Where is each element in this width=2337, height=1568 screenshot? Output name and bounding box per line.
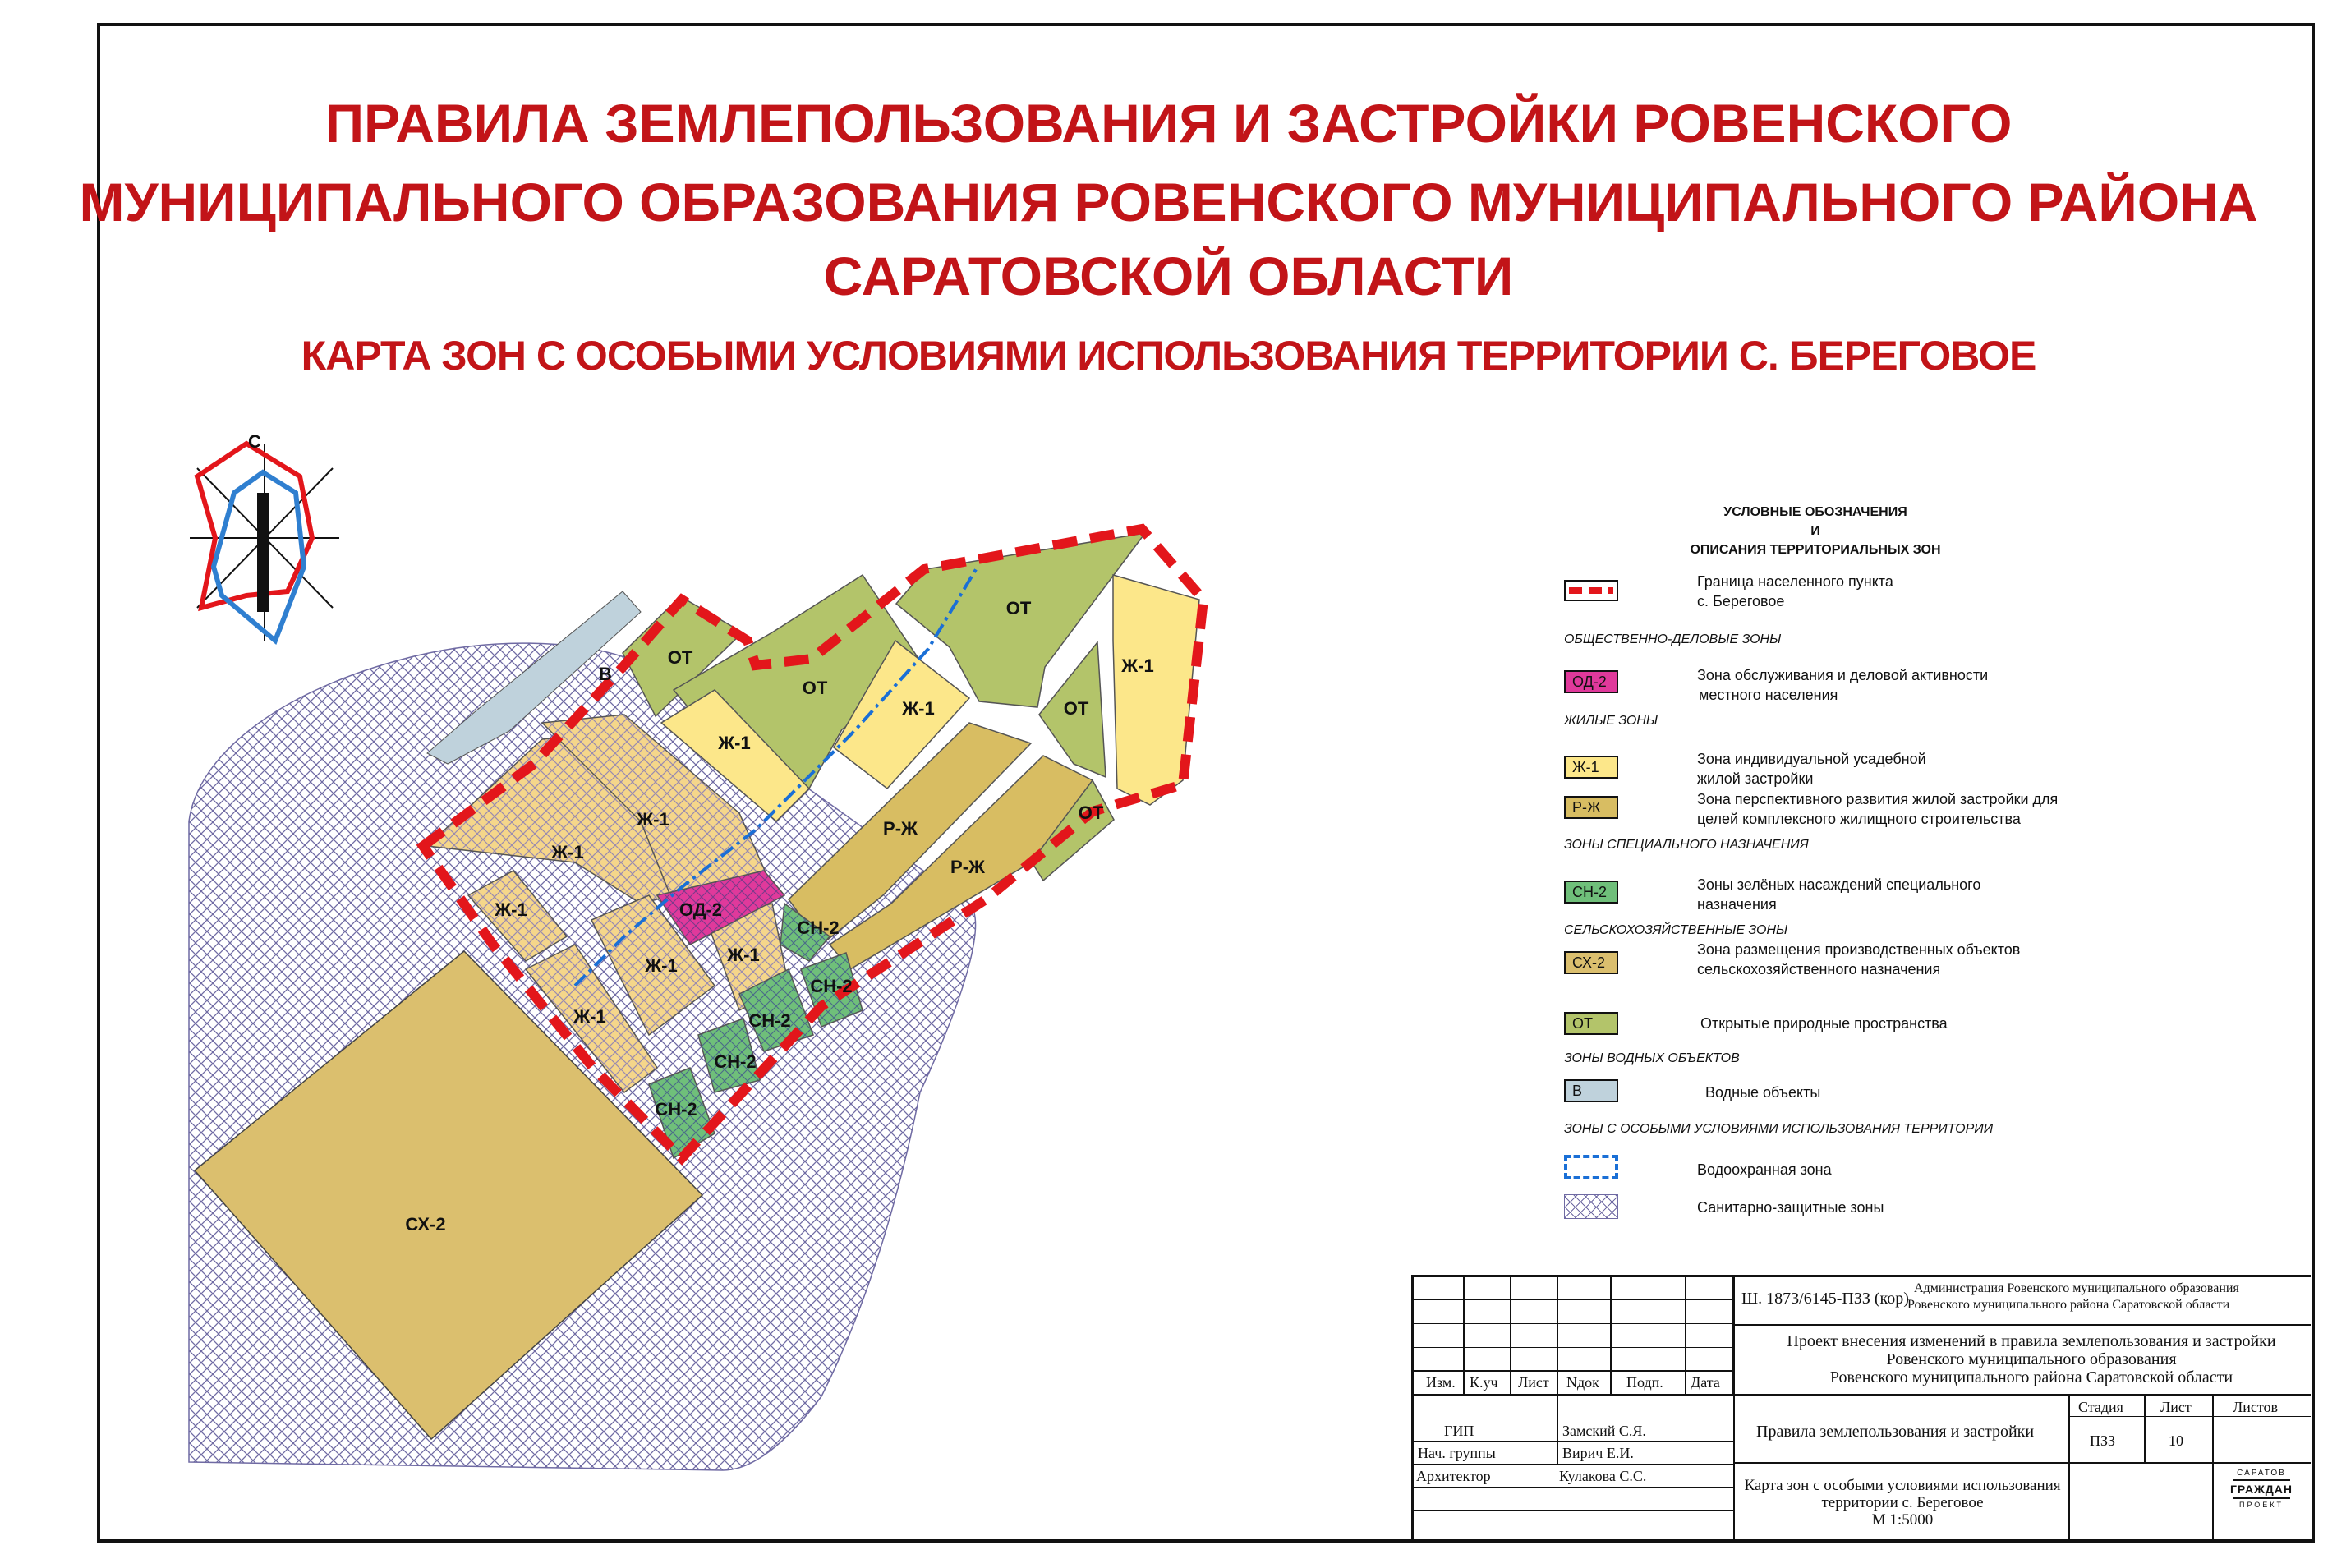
map-label-sn2d: СН-2 (714, 1051, 757, 1072)
map-label-zh1i: Ж-1 (573, 1006, 606, 1027)
map-label-zh1a: Ж-1 (718, 733, 751, 753)
legend-sanitary-text: Санитарно-защитные зоны (1697, 1199, 1884, 1216)
map-label-zh1h: Ж-1 (727, 945, 760, 965)
legend-zh1-line1: Зона индивидуальной усадебной (1697, 751, 1926, 767)
legend-v-swatch: В (1564, 1079, 1618, 1102)
legend-od2-text (1697, 665, 2083, 705)
legend-zh1-text (1697, 749, 2083, 789)
map-label-ot4: ОТ (1063, 698, 1089, 719)
map-label-sn2e: СН-2 (655, 1099, 697, 1120)
legend-ot-swatch: ОТ (1564, 1012, 1618, 1035)
legend-rzh-text (1697, 789, 2083, 829)
compass-north-label: С (248, 431, 261, 452)
map-label-zh1g: Ж-1 (645, 955, 678, 976)
stamp-project-line1: Проект внесения изменений в правила землепользования и застройки (1787, 1332, 2276, 1350)
stamp-admin-line1: Администрация Ровенского муниципального образования (1914, 1281, 2239, 1295)
map-label-zh1d: Ж-1 (637, 809, 669, 830)
stamp-header-list: Лист (2160, 1399, 2192, 1415)
stamp-header-stadia: Стадия (2078, 1399, 2123, 1415)
legend-sn2-text (1697, 875, 2083, 914)
map-label-sn2c: СН-2 (748, 1010, 791, 1031)
stamp-name-3: Кулакова С.С. (1559, 1468, 1647, 1484)
legend-skh2-line2: сельскохозяйственного назначения (1697, 961, 1941, 977)
legend-ot-text: Открытые природные пространства (1700, 1015, 1948, 1032)
legend-section-public: ОБЩЕСТВЕННО-ДЕЛОВЫЕ ЗОНЫ (1564, 632, 1782, 646)
map-label-skh2: СХ-2 (405, 1214, 446, 1235)
legend-section-agri: СЕЛЬСКОХОЗЯЙСТВЕННЫЕ ЗОНЫ (1564, 923, 1788, 937)
stamp-role-2: Нач. группы (1418, 1445, 1496, 1461)
title-block-stamp (1411, 1275, 2311, 1539)
stamp-stadia: ПЗЗ (2090, 1432, 2116, 1449)
stamp-project-line3: Ровенского муниципального района Саратовской области (1829, 1368, 2233, 1386)
legend-sanitary-swatch (1564, 1194, 1618, 1219)
stamp-sheet-title (1738, 1477, 2067, 1529)
legend-boundary-line1: Граница населенного пункта (1697, 573, 1893, 590)
stamp-name-1: Замский С.Я. (1562, 1423, 1646, 1439)
stamp-scale: М 1:5000 (1871, 1511, 1934, 1529)
map-label-ot3: ОТ (1005, 598, 1032, 618)
company-logo (2216, 1469, 2307, 1538)
legend-heading-line3: ОПИСАНИЯ ТЕРРИТОРИАЛЬНЫХ ЗОН (1690, 543, 1941, 557)
legend-section-special: ЗОНЫ СПЕЦИАЛЬНОГО НАЗНАЧЕНИЯ (1564, 838, 1809, 852)
legend-section-residential: ЖИЛЫЕ ЗОНЫ (1564, 714, 1658, 728)
legend-sn2-line2: назначения (1697, 896, 1777, 913)
legend-zh1-swatch: Ж-1 (1564, 756, 1618, 779)
map-label-ot2: ОТ (802, 678, 828, 698)
legend-skh2-line1: Зона размещения производственных объектов (1697, 941, 2021, 958)
map-label-rzh1: Р-Ж (883, 818, 918, 839)
stamp-sheet-title-line2: территории с. Береговое (1821, 1494, 1984, 1511)
stamp-col-ndok: Nдок (1566, 1374, 1599, 1391)
stamp-sheet: 10 (2169, 1432, 2183, 1449)
legend-heading (1561, 503, 2070, 559)
legend-rzh-line2: целей комплексного жилищного строительства (1697, 811, 2021, 827)
map-label-ot1: ОТ (667, 647, 693, 668)
stamp-name-2: Вирич Е.И. (1562, 1445, 1634, 1461)
legend-zh1-line2: жилой застройки (1697, 770, 1814, 787)
legend-rzh-swatch: Р-Ж (1564, 796, 1618, 819)
map-label-zh1c: Ж-1 (1121, 655, 1154, 676)
stamp-sheet-title-line1: Карта зон с особыми условиями использования (1744, 1477, 2061, 1494)
legend-rzh-line1: Зона перспективного развития жилой застройки для (1697, 791, 2059, 807)
legend-skh2-swatch: СХ-2 (1564, 951, 1618, 974)
legend-boundary-swatch (1564, 580, 1618, 601)
map-label-zh1b: Ж-1 (902, 698, 935, 719)
legend-skh2-text (1697, 940, 2083, 979)
legend-od2-swatch: ОД-2 (1564, 670, 1618, 693)
legend-water-protection-text: Водоохранная зона (1697, 1161, 1832, 1178)
logo-top-text: САРАТОВ (2237, 1469, 2286, 1478)
legend-boundary-text (1697, 572, 2083, 611)
stamp-header-listov: Листов (2233, 1399, 2278, 1415)
stamp-role-1: ГИП (1444, 1423, 1474, 1439)
stamp-col-data: Дата (1691, 1374, 1720, 1391)
map-label-ot5: ОТ (1078, 802, 1104, 823)
legend-od2-line1: Зона обслуживания и деловой активности (1697, 667, 1989, 683)
map-subtitle: КАРТА ЗОН С ОСОБЫМИ УСЛОВИЯМИ ИСПОЛЬЗОВАНИЯ ТЕРРИТОРИИ С. БЕРЕГОВОЕ (301, 333, 2036, 379)
stamp-col-kuch: К.уч (1470, 1374, 1498, 1391)
legend-sn2-swatch: СН-2 (1564, 881, 1618, 904)
wind-rose (190, 431, 339, 641)
legend-v-text: Водные объекты (1705, 1084, 1821, 1101)
map-label-sn2a: СН-2 (797, 917, 840, 938)
legend-section-special-conditions: ЗОНЫ С ОСОБЫМИ УСЛОВИЯМИ ИСПОЛЬЗОВАНИЯ ТЕРРИТОРИИ (1564, 1122, 1994, 1136)
stamp-col-izm: Изм. (1426, 1374, 1456, 1391)
legend-section-water: ЗОНЫ ВОДНЫХ ОБЪЕКТОВ (1564, 1051, 1740, 1065)
legend-od2-line2: местного населения (1699, 687, 1838, 703)
stamp-code: Ш. 1873/6145-ПЗЗ (кор) (1741, 1290, 1909, 1308)
stamp-admin-line2: Ровенского муниципального района Саратовской области (1907, 1298, 2230, 1312)
map-label-zh1f: Ж-1 (495, 899, 527, 920)
stamp-role-3: Архитектор (1416, 1468, 1491, 1484)
stamp-col-podp: Подп. (1626, 1374, 1663, 1391)
map-label-od2: ОД-2 (679, 899, 723, 920)
stamp-project (1756, 1332, 2307, 1386)
title-line-2: МУНИЦИПАЛЬНОГО ОБРАЗОВАНИЯ РОВЕНСКОГО МУНИЦИПАЛЬНОГО РАЙОНА (79, 172, 2258, 232)
stamp-doc-title: Правила землепользования и застройки (1756, 1423, 2035, 1441)
logo-bottom-text: ПРОЕКТ (2238, 1501, 2284, 1509)
legend-water-protection-swatch (1564, 1155, 1618, 1179)
map-label-zh1e: Ж-1 (551, 842, 584, 862)
map-label-rzh2: Р-Ж (950, 857, 985, 877)
title-line-3: САРАТОВСКОЙ ОБЛАСТИ (823, 246, 1514, 306)
stamp-col-list: Лист (1518, 1374, 1549, 1391)
logo-mid-text: ГРАЖДАН (2229, 1483, 2293, 1496)
legend-boundary-line2: с. Береговое (1697, 593, 1785, 609)
legend-heading-line1: УСЛОВНЫЕ ОБОЗНАЧЕНИЯ (1723, 505, 1907, 519)
stamp-project-line2: Ровенского муниципального образования (1886, 1350, 2177, 1368)
legend-sn2-line1: Зоны зелёных насаждений специального (1697, 876, 1981, 893)
title-line-1: ПРАВИЛА ЗЕМЛЕПОЛЬЗОВАНИЯ И ЗАСТРОЙКИ РОВЕНСКОГО (324, 93, 2013, 154)
legend-heading-line2: И (1810, 524, 1820, 538)
map-label-v: В (599, 664, 612, 684)
map-label-sn2b: СН-2 (810, 976, 853, 996)
